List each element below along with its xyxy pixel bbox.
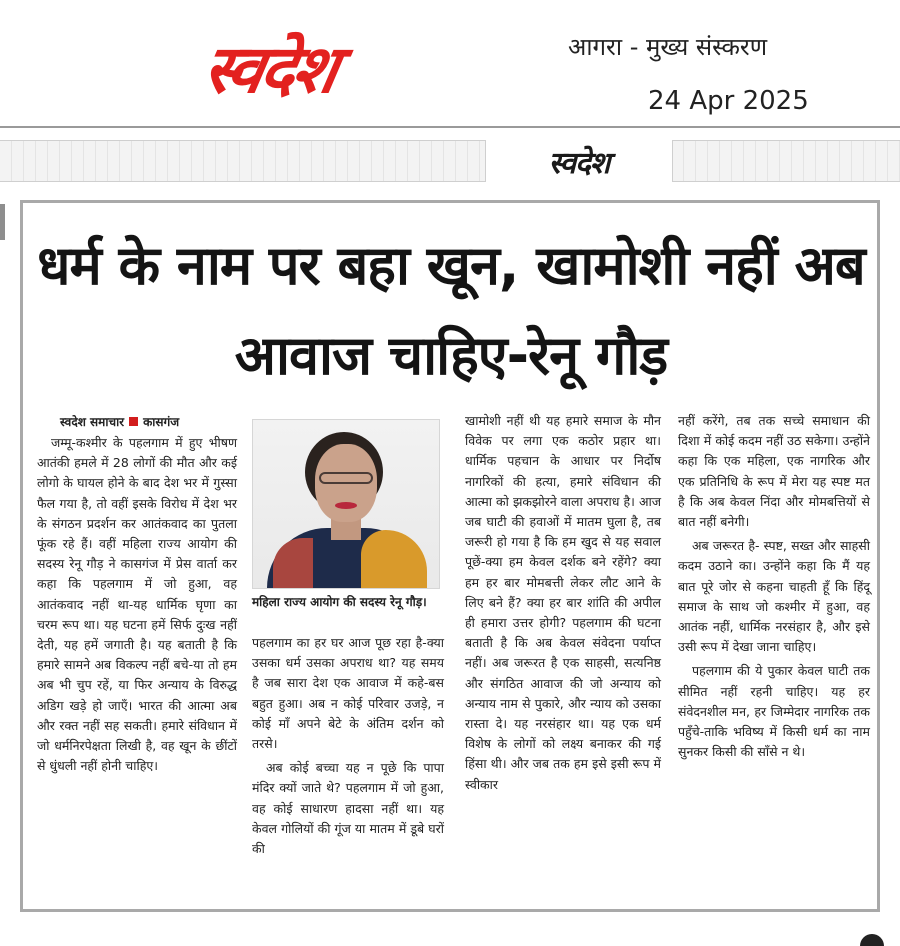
article-column-3 xyxy=(465,411,661,799)
glasses-icon xyxy=(319,472,373,484)
col4-paragraph: पहलगाम की ये पुकार केवल घाटी तक सीमित नहीं रहनी चाहिए। यह हर संवेदनशील मन, हर जिम्मेदार नागरिक तक पहुँचे-ताकि भविष्य में किसी धर्म का नाम सुनकर किसी की साँसे न थे। xyxy=(678,663,870,760)
article-headline: धर्म के नाम पर बहा खून, खामोशी नहीं अब आवाज चाहिए-रेनू गौड़ xyxy=(37,234,865,387)
article-clipping[interactable] xyxy=(20,200,880,912)
article-column-1 xyxy=(37,433,237,780)
photo-caption: महिला राज्य आयोग की सदस्य रेनू गौड़। xyxy=(252,595,427,609)
section-band xyxy=(0,140,900,182)
col1-paragraph: जम्मू-कश्मीर के पहलगाम में हुए भीषण आतंकी हमले में 28 लोगों की मौत और कई लोगो के घायल होने के बाद देश भर में गुस्सा फैल गया है, तो वहीं इसके विरोध में देश भर के संगठन प्रदर्शन कर आतंकवाद का पुतला फूंक रहे हैं। वहीं महिला राज्य आयोग की सदस्य रेनू गौड़ ने कासगंज में प्रेस वार्ता कर कहा कि पहलगाम में जो हुआ, वह आतंकवाद नहीं था-यह धार्मिक घृणा का चरम रूप था। यह घटना हमें सिर्फ दुःख नहीं देती, यह हमें जगाती है। यह बताती है कि हमारे सामने अब विकल्प नहीं बचे-या तो हम अब भी चुप रहें, या फिर अन्याय के विरुद्ध अडिग खड़े हो जाएँ। भारत की आत्मा अब और रक्त नहीं सह सकती। हमारे संविधान में जो धर्मनिरपेक्षता लिखी है, वह खून के छींटों से धुंधली नहीं होनी चाहिए। xyxy=(37,435,237,774)
masthead xyxy=(0,0,900,125)
newspaper-logo: स्वदेश xyxy=(197,31,342,108)
left-edge-marker xyxy=(0,204,5,240)
edition-date: 24 Apr 2025 xyxy=(648,86,809,116)
article-column-2 xyxy=(252,633,444,863)
col2-paragraph: पहलगाम का हर घर आज पूछ रहा है-क्या उसका धर्म उसका अपराध था? यह समय है जब सारा देश एक आवाज में कहे-बस बहुत हुआ। अब न कोई परिवार उजड़े, न कोई माँ अपने बेटे के अंतिम दर्शन को तरसे। xyxy=(252,635,444,752)
byline-source: स्वदेश समाचार xyxy=(60,415,125,429)
author-photo xyxy=(252,419,440,589)
byline xyxy=(60,413,179,430)
article-column-4 xyxy=(678,411,870,766)
byline-place: कासगंज xyxy=(143,415,180,429)
bottom-strip xyxy=(0,925,900,945)
edition-label: आगरा - मुख्य संस्करण xyxy=(568,33,768,61)
band-logo: स्वदेश xyxy=(485,140,673,182)
col3-paragraph: खामोशी नहीं थी यह हमारे समाज के मौन विवेक पर लगा एक कठोर प्रहार था। धार्मिक पहचान के आधार पर निर्दोष नागरिकों की हत्या, हमारे संविधान की आत्मा को झकझोरने वाला अपराध है। आज जब घाटी की हवाओं में मातम घुला है, तब जरूरी हो गया है कि हम खुद से यह सवाल पूछें-क्या हम केवल दर्शक बने रहेंगे? क्या हम हर बार मोमबत्ती लेकर लौट आने के लिए बने हैं? क्या हर बार शांति की अपील ही हमारा उत्तर होगी? पहलगाम की घटना बताती है कि अब केवल संवेदना पर्याप्त नहीं। अब जरूरत है एक साहसी, सत्यनिष्ठ और संगठित आवाज की जो अन्याय को अन्याय नाम से पुकारे, और न्याय को उसका रास्ता दे। यह नरसंहार था। यह एक धर्म विशेष के लोगों को लक्ष्य बनाकर की गई हिंसा थी। और जब तक हम इसे इसी रूप में स्वीकार xyxy=(465,413,661,792)
byline-square-icon xyxy=(129,417,138,426)
col4-paragraph: नहीं करेंगे, तब तक सच्चे समाधान की दिशा में कोई कदम नहीं उठ सकेगा। उन्होंने कहा कि एक महिला, एक नागरिक और एक प्रतिनिधि के रूप में मेरा यह स्पष्ट मत है कि अब केवल निंदा और मोमबत्तियों से बात नहीं बनेगी। xyxy=(678,413,870,530)
col2-paragraph: अब कोई बच्चा यह न पूछे कि पापा मंदिर क्यों जाते थे? पहलगाम में जो हुआ, वह कोई साधारण हादसा नहीं था। यह केवल गोलियों की गूंज या मातम में डूबे घरों की xyxy=(252,760,444,857)
header-divider xyxy=(0,126,900,128)
col4-paragraph: अब जरूरत है- स्पष्ट, सख्त और साहसी कदम उठाने का। उन्होंने कहा कि मैं यह बात पूरे जोर से कहना चाहती हूँ कि हिंदू समाज के साथ जो कश्मीर में हुआ, वह आतंक नहीं, धार्मिक नरसंहार है, और इसे उसी रूप में देखा जाना चाहिए। xyxy=(678,538,870,655)
